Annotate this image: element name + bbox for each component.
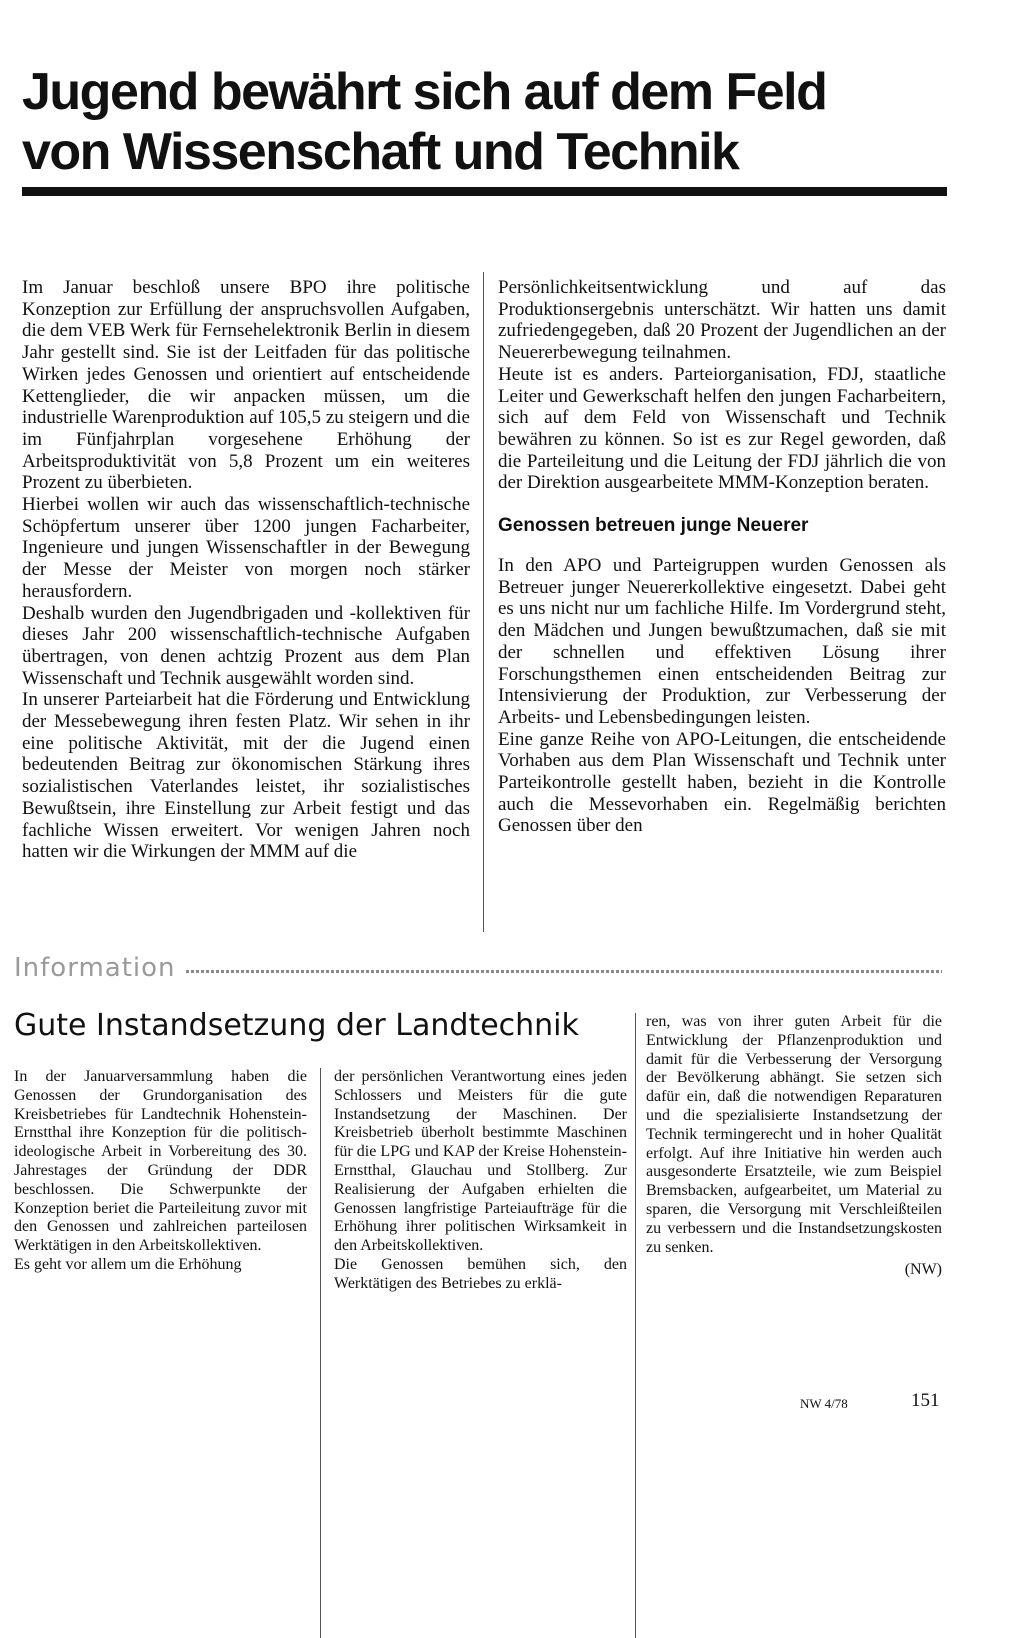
article-left-column (22, 277, 470, 863)
paragraph: Die Genossen bemühen sich, den Werktätigen des Betriebes zu erklä- (334, 1255, 627, 1292)
article-right-column (498, 277, 946, 837)
paragraph: der persönlichen Verantwortung eines jeden Schlossers und Meisters für die gute Instandsetzung der Maschinen. Der Kreisbetrieb überholt bestimmte Maschinen für die LPG und KAP der Kreise Hohenstein-Ernstthal, Glauchau und Stollberg. Zur Realisierung der Aufgaben erhielten die Genossen langfristige Parteiaufträge für die Erhöhung ihrer politischen Wirksamkeit in den Arbeitskollektiven. (334, 1068, 627, 1255)
author-signoff: (NW) (904, 1261, 942, 1279)
article2-column-2 (334, 1068, 627, 1294)
article2-column-1 (14, 1068, 307, 1275)
paragraph: In der Januarversammlung haben die Genossen der Grundorganisation des Kreisbetriebes für Landtechnik Hohenstein-Ernstthal ihre Konzeption für die politisch-ideologische Arbeit in Vorbereitung des 30. Jahrestages der Gründung der DDR beschlossen. Die Schwerpunkte der Konzeption beriet die Parteileitung zuvor mit den Genossen und zahlreichen parteilosen Werktätigen in den Arbeitskollektiven. (14, 1068, 307, 1255)
paragraph: Eine ganze Reihe von APO-Leitungen, die entscheidende Vorhaben aus dem Plan Wissenschaft und Technik unter Parteikontrolle gestellt haben, bezieht in die Kontrolle auch die Messevorhaben ein. Regelmäßig berichten Genossen über den (498, 728, 946, 837)
page-number: 151 (911, 1390, 940, 1411)
section-rule (186, 970, 942, 973)
paragraph: Deshalb wurden den Jugendbrigaden und -kollektiven für dieses Jahr 200 wissenschaftlich-technische Aufgaben übertragen, von denen achtzig Prozent aus dem Plan Wissenschaft und Technik ausgewählt worden sind. (22, 602, 470, 689)
paragraph: In den APO und Parteigruppen wurden Genossen als Betreuer junger Neuererkollektive eingesetzt. Dabei geht es uns nicht nur um fachliche Hilfe. Im Vordergrund steht, den Mädchen und Jungen bewußtzumachen, daß sie mit der schnellen und effektiven Lösung ihrer Forschungsthemen einen entscheidenden Beitrag zur Intensivierung der Produktion, zur Verbesserung der Arbeits- und Lebensbedingungen leisten. (498, 555, 946, 728)
headline-rule (22, 187, 947, 196)
article-title: Gute Instandsetzung der Landtechnik (14, 1008, 579, 1043)
column-divider (320, 1068, 321, 1638)
article2-column-3 (646, 1013, 942, 1280)
paragraph: Im Januar beschloß unsere BPO ihre politische Konzeption zur Erfüllung der anspruchsvollen Aufgaben, die dem VEB Werk für Fernsehelektronik Berlin in diesem Jahr gestellt sind. Sie ist der Leitfaden für das politische Wirken jedes Genossen und orientiert auf entscheidende Kettenglieder, die wir anpacken müssen, um die industrielle Warenproduktion auf 105,5 zu steigern und die im Fünfjahrplan vorgesehene Erhöhung der Arbeitsproduktivität von 5,8 Prozent um ein weiteres Prozent zu überbieten. (22, 277, 470, 494)
paragraph: In unserer Parteiarbeit hat die Förderung und Entwicklung der Messebewegung ihren festen Platz. Wir sehen in ihr eine politische Aktivität, mit der die Jugend einen bedeutenden Beitrag zur ökonomischen Stärkung ihres sozialistischen Vaterlandes leistet, ihr sozialistisches Bewußtsein, ihre Einstellung zur Arbeit festigt und das fachliche Wissen erweitert. Vor wenigen Jahren noch hatten wir die Wirkungen der MMM auf die (22, 689, 470, 863)
section-label: Information (14, 953, 176, 983)
paragraph: Hierbei wollen wir auch das wissenschaftlich-technische Schöpfertum unserer über 1200 jungen Facharbeiter, Ingenieure und jungen Wissenschaftler in der Bewegung der Messe der Meister von morgen noch stärker herausfordern. (22, 494, 470, 602)
issue-label: NW 4/78 (800, 1396, 848, 1411)
subheading: Genossen betreuen junge Neuerer (498, 515, 809, 537)
headline-line-1: Jugend bewährt sich auf dem Feld (22, 63, 827, 121)
paragraph: Persönlichkeitsentwicklung und auf das Produktionsergebnis unterschätzt. Wir hatten uns damit zufriedengegeben, daß 20 Prozent der Jugendlichen an der Neuererbewegung teilnahmen. (498, 277, 946, 364)
paragraph: Es geht vor allem um die Erhöhung (14, 1255, 242, 1273)
paragraph: Heute ist es anders. Parteiorganisation, FDJ, staatliche Leiter und Gewerkschaft helfen den jungen Facharbeitern, sich auf dem Feld von Wissenschaft und Technik bewähren zu können. So ist es zur Regel geworden, daß die Parteileitung und die Leitung der FDJ jährlich die von der Direktion ausgearbeitete MMM-Konzeption beraten. (498, 363, 946, 494)
paragraph: ren, was von ihrer guten Arbeit für die Entwicklung der Pflanzenproduktion und damit für die Verbesserung der Versorgung der Bevölkerung abhängt. Sie setzen sich dafür ein, daß die notwendigen Reparaturen und die spezialisierte Instandsetzung der Technik termingerecht und in hoher Qualität erfolgt. Auf ihre Initiative hin werden auch ausgesonderte Ersatzteile, wie zum Beispiel Bremsbacken, aufgearbeitet, um Material zu sparen, die Versorgung mit Verschleißteilen zu verbessern und die Instandsetzungskosten zu senken. (646, 1013, 942, 1256)
headline (22, 62, 1012, 182)
column-divider (635, 1013, 636, 1638)
headline-line-2: von Wissenschaft und Technik (22, 123, 739, 181)
column-divider (483, 272, 484, 932)
